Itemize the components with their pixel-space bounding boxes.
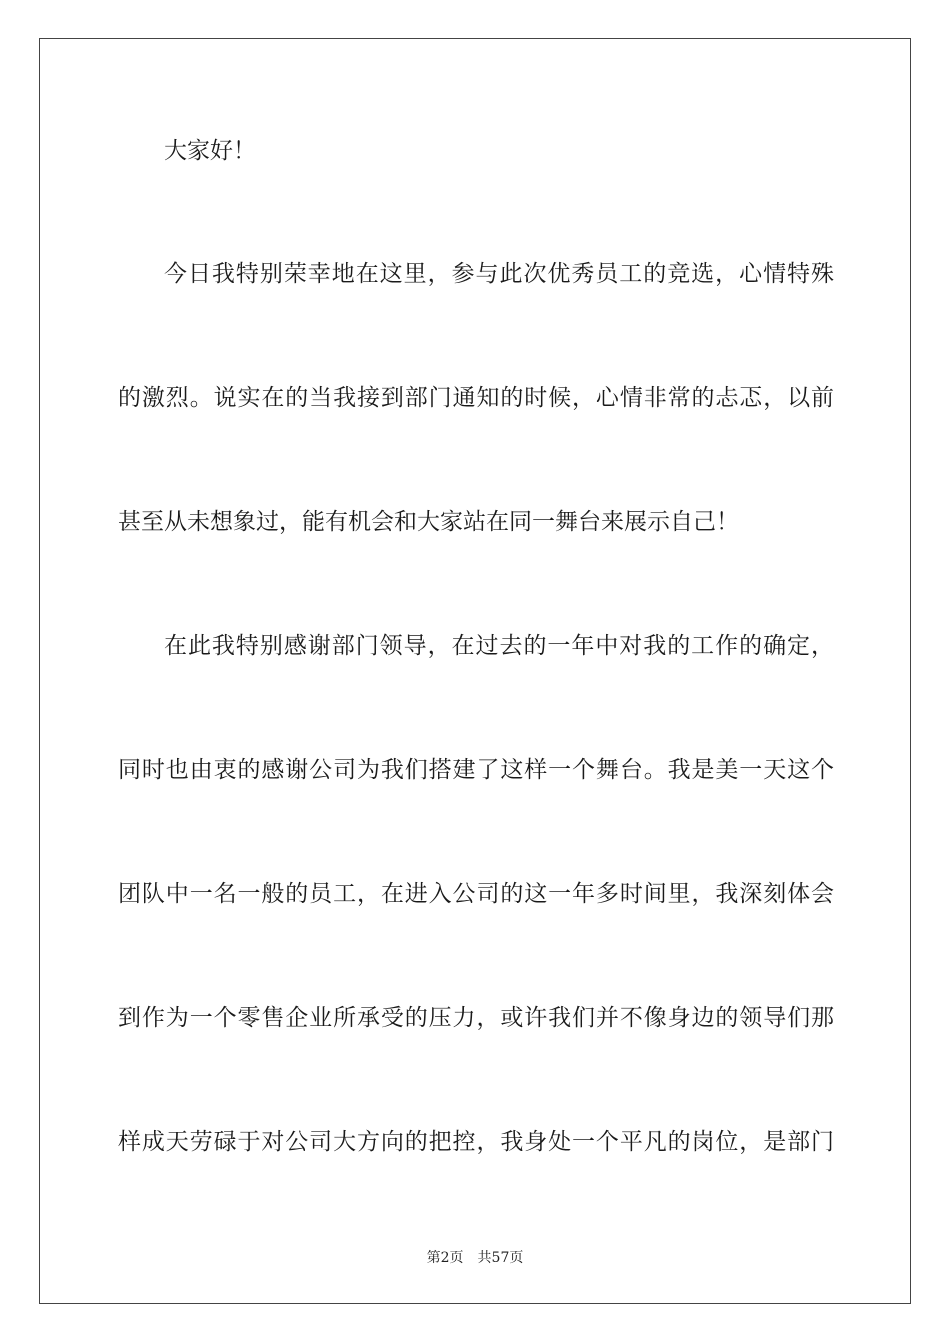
paragraph-2-line-4: 到作为一个零售企业所承受的压力，或许我们并不像身边的领导们那 <box>118 1005 834 1031</box>
paragraph-2-line-3: 团队中一名一般的员工，在进入公司的这一年多时间里，我深刻体会 <box>118 881 834 907</box>
greeting-line: 大家好！ <box>164 138 256 164</box>
page-number: 第2页 <box>426 1250 464 1266</box>
paragraph-1-line-1: 今日我特别荣幸地在这里，参与此次优秀员工的竞选，心情特殊 <box>164 261 834 287</box>
paragraph-2-line-2: 同时也由衷的感谢公司为我们搭建了这样一个舞台。我是美一天这个 <box>118 757 834 783</box>
page-total: 共57页 <box>477 1250 524 1266</box>
paragraph-2-line-1: 在此我特别感谢部门领导，在过去的一年中对我的工作的确定， <box>164 633 834 659</box>
paragraph-1-line-2: 的激烈。说实在的当我接到部门通知的时候，心情非常的忐忑，以前 <box>118 385 834 411</box>
paragraph-2-line-5: 样成天劳碌于对公司大方向的把控，我身处一个平凡的岗位，是部门 <box>118 1129 834 1155</box>
paragraph-1-line-3: 甚至从未想象过，能有机会和大家站在同一舞台来展示自己！ <box>118 509 739 535</box>
page-footer <box>0 1247 950 1267</box>
page-border <box>39 38 911 1304</box>
